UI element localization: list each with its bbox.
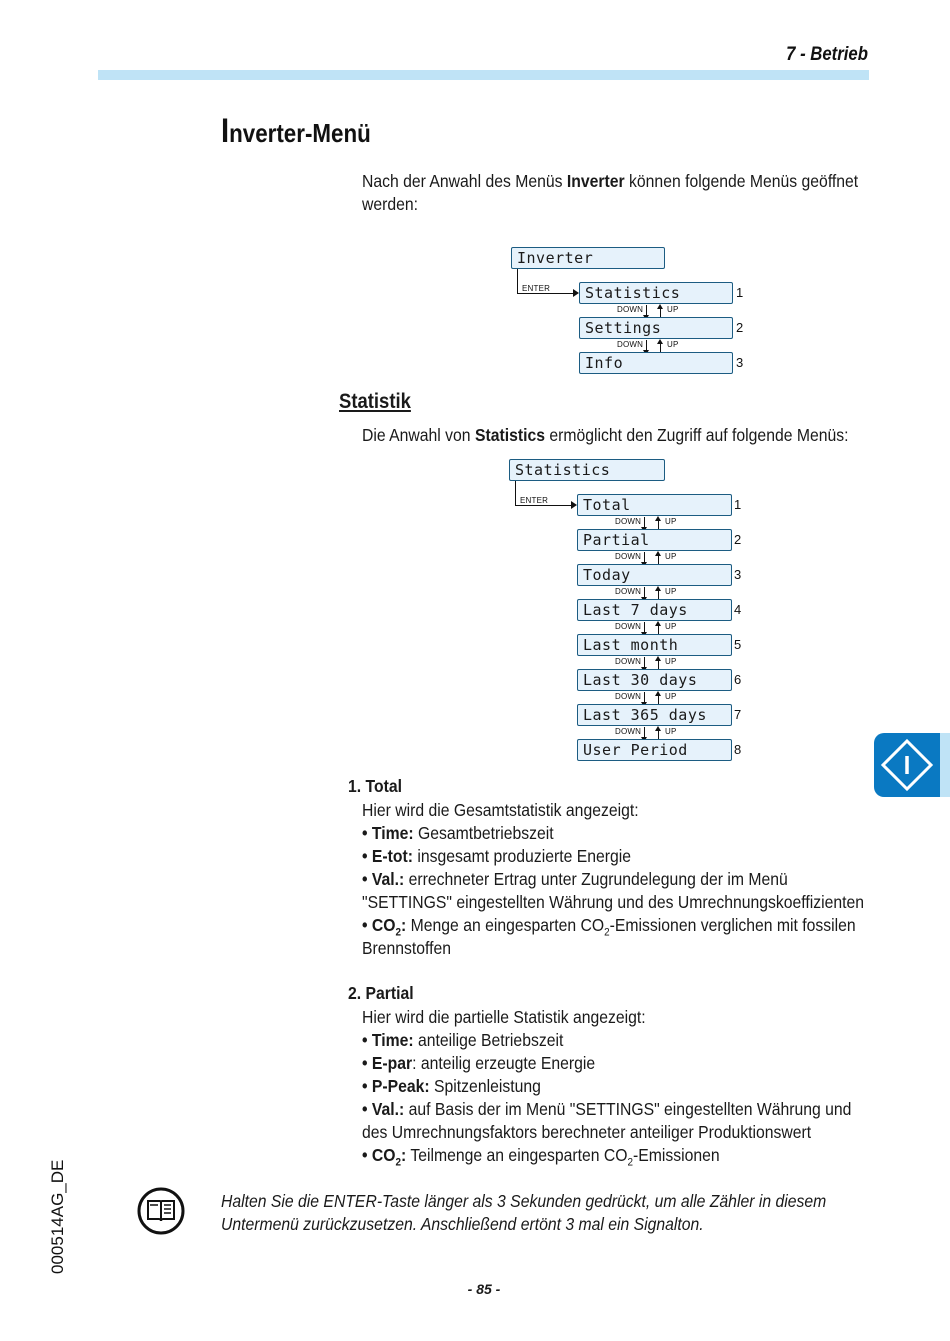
down-label: DOWN bbox=[615, 587, 642, 596]
up-arrow-icon bbox=[658, 555, 659, 566]
intro-paragraph bbox=[362, 170, 866, 216]
lcd-item: Last 30 days bbox=[577, 669, 732, 691]
up-arrow-icon bbox=[660, 343, 661, 354]
enter-arrow-icon bbox=[573, 289, 579, 297]
header-rule bbox=[98, 70, 869, 80]
lcd-inverter-root: Inverter bbox=[511, 247, 665, 269]
partial-epar-item bbox=[362, 1052, 866, 1075]
down-arrow-icon bbox=[646, 340, 647, 351]
co2-sub: 2 bbox=[395, 926, 402, 939]
title-initial: I bbox=[221, 112, 230, 150]
partial-intro: Hier wird die partielle Statistik angezeigt: bbox=[362, 1007, 646, 1027]
bullet-label: • Time: bbox=[362, 823, 414, 843]
lcd-item: Today bbox=[577, 564, 732, 586]
chapter-title: 7 - Betrieb bbox=[786, 44, 868, 65]
item-number: 3 bbox=[734, 567, 742, 582]
up-label: UP bbox=[665, 692, 677, 701]
bullet-text: anteilige Betriebszeit bbox=[413, 1030, 564, 1050]
down-label: DOWN bbox=[617, 305, 644, 314]
up-arrow-icon bbox=[658, 660, 659, 671]
enter-connector bbox=[517, 269, 575, 294]
section-heading-statistik: Statistik bbox=[339, 390, 411, 413]
up-label: UP bbox=[665, 552, 677, 561]
document-code: 000514AG_DE bbox=[48, 1159, 67, 1274]
co2-text-sub: 2 bbox=[627, 1156, 634, 1169]
partial-co2-item bbox=[362, 1144, 866, 1167]
item-number: 2 bbox=[736, 320, 744, 335]
bullet-text: Menge an eingesparten CO bbox=[406, 915, 605, 935]
item-number: 5 bbox=[734, 637, 742, 652]
lcd-item: Last 365 days bbox=[577, 704, 732, 726]
total-heading: 1. Total bbox=[348, 776, 402, 796]
statistik-intro-bold: Statistics bbox=[474, 425, 545, 445]
down-arrow-icon bbox=[644, 692, 645, 703]
up-label: UP bbox=[665, 622, 677, 631]
bullet-label: • Time: bbox=[362, 1030, 414, 1050]
intro-bold: Inverter bbox=[566, 171, 625, 191]
chapter-side-tab bbox=[874, 733, 950, 797]
bullet-text: : anteilig erzeugte Energie bbox=[412, 1053, 596, 1073]
up-label: UP bbox=[665, 587, 677, 596]
bullet-label: • E-tot: bbox=[362, 846, 414, 866]
page-number: - 85 - bbox=[467, 1281, 501, 1297]
down-arrow-icon bbox=[644, 517, 645, 528]
down-label: DOWN bbox=[615, 657, 642, 666]
co2-colon: : bbox=[401, 915, 407, 935]
page-title bbox=[221, 112, 371, 151]
statistik-intro-b: ermöglicht den Zugriff auf folgende Menüs: bbox=[544, 425, 849, 445]
lcd-item: User Period bbox=[577, 739, 732, 761]
down-arrow-icon bbox=[646, 305, 647, 316]
co2-label: • CO bbox=[362, 1145, 396, 1165]
item-number: 4 bbox=[734, 602, 742, 617]
bullet-text: -Emissionen verglichen mit fossilen Brennstoffen bbox=[362, 915, 856, 958]
enter-label: ENTER bbox=[522, 284, 551, 293]
bullet-label: • Val.: bbox=[362, 869, 405, 889]
partial-ppeak-item bbox=[362, 1075, 866, 1098]
co2-colon: : bbox=[401, 1145, 407, 1165]
statistik-intro bbox=[362, 424, 866, 447]
lcd-item-statistics: Statistics bbox=[579, 282, 733, 304]
bullet-label bbox=[362, 1145, 407, 1169]
enter-arrow-icon bbox=[571, 501, 577, 509]
total-co2-item bbox=[362, 914, 866, 960]
bullet-text: errechneter Ertrag unter Zugrundelegung der im Menü "SETTINGS" eingestellten Währung und des Umrechnungskoeffizienten bbox=[362, 869, 865, 912]
bullet-text: -Emissionen bbox=[633, 1145, 720, 1165]
item-number: 8 bbox=[734, 742, 742, 757]
item-number: 7 bbox=[734, 707, 742, 722]
info-diamond-icon bbox=[874, 733, 940, 797]
item-number: 3 bbox=[736, 355, 744, 370]
lcd-item-settings: Settings bbox=[579, 317, 733, 339]
partial-body bbox=[362, 1006, 866, 1167]
down-label: DOWN bbox=[615, 692, 642, 701]
up-arrow-icon bbox=[658, 590, 659, 601]
bullet-label: • P-Peak: bbox=[362, 1076, 430, 1096]
lcd-item: Last 7 days bbox=[577, 599, 732, 621]
up-label: UP bbox=[665, 727, 677, 736]
item-number: 6 bbox=[734, 672, 742, 687]
co2-sub: 2 bbox=[395, 1156, 402, 1169]
item-number: 1 bbox=[736, 285, 744, 300]
total-etot-item bbox=[362, 845, 866, 868]
lcd-item: Last month bbox=[577, 634, 732, 656]
intro-text-b: können folgende Menüs geöffnet werden: bbox=[362, 171, 859, 214]
bullet-label: • E-par bbox=[362, 1053, 413, 1073]
down-label: DOWN bbox=[615, 727, 642, 736]
lcd-statistics-root: Statistics bbox=[509, 459, 665, 481]
total-intro: Hier wird die Gesamtstatistik angezeigt: bbox=[362, 800, 639, 820]
up-label: UP bbox=[665, 657, 677, 666]
bullet-label bbox=[362, 915, 407, 939]
note-text: Halten Sie die ENTER-Taste länger als 3 Sekunden gedrückt, um alle Zähler in diesem Untermenü zurückzusetzen. Anschließend ertönt 3 mal ein Signalton. bbox=[221, 1191, 827, 1234]
bullet-text: Teilmenge an eingesparten CO bbox=[406, 1145, 628, 1165]
enter-connector bbox=[515, 481, 573, 506]
item-number: 1 bbox=[734, 497, 742, 512]
statistik-intro-a: Die Anwahl von bbox=[362, 425, 475, 445]
down-arrow-icon bbox=[644, 622, 645, 633]
up-arrow-icon bbox=[658, 730, 659, 741]
up-label: UP bbox=[665, 517, 677, 526]
enter-label: ENTER bbox=[520, 496, 549, 505]
up-label: UP bbox=[667, 305, 679, 314]
intro-text-a: Nach der Anwahl des Menüs bbox=[362, 171, 567, 191]
item-number: 2 bbox=[734, 532, 742, 547]
down-arrow-icon bbox=[644, 657, 645, 668]
co2-text-sub: 2 bbox=[604, 926, 610, 939]
lcd-item: Partial bbox=[577, 529, 732, 551]
total-time-item bbox=[362, 822, 866, 845]
partial-heading: 2. Partial bbox=[348, 983, 414, 1003]
down-arrow-icon bbox=[644, 727, 645, 738]
bullet-text: Spitzenleistung bbox=[429, 1076, 541, 1096]
partial-val-item bbox=[362, 1098, 866, 1144]
total-body bbox=[362, 799, 866, 960]
co2-label: • CO bbox=[362, 915, 396, 935]
title-rest: nverter-Menü bbox=[229, 118, 371, 148]
bullet-text: insgesamt produzierte Energie bbox=[413, 846, 632, 866]
total-val-item bbox=[362, 868, 866, 914]
up-arrow-icon bbox=[658, 625, 659, 636]
down-arrow-icon bbox=[644, 587, 645, 598]
up-arrow-icon bbox=[660, 308, 661, 319]
bullet-label: • Val.: bbox=[362, 1099, 405, 1119]
down-arrow-icon bbox=[644, 552, 645, 563]
partial-time-item bbox=[362, 1029, 866, 1052]
side-tab-edge bbox=[940, 733, 950, 797]
down-label: DOWN bbox=[615, 622, 642, 631]
up-label: UP bbox=[667, 340, 679, 349]
lcd-item: Total bbox=[577, 494, 732, 516]
down-label: DOWN bbox=[615, 517, 642, 526]
down-label: DOWN bbox=[617, 340, 644, 349]
lcd-item-info: Info bbox=[579, 352, 733, 374]
bullet-text: auf Basis der im Menü "SETTINGS" eingestellten Währung und des Umrechnungsfaktors berechneter anteiliger Produktionswert bbox=[362, 1099, 852, 1142]
up-arrow-icon bbox=[658, 695, 659, 706]
bullet-text: Gesamtbetriebszeit bbox=[413, 823, 554, 843]
book-icon bbox=[136, 1186, 186, 1236]
down-label: DOWN bbox=[615, 552, 642, 561]
up-arrow-icon bbox=[658, 520, 659, 531]
